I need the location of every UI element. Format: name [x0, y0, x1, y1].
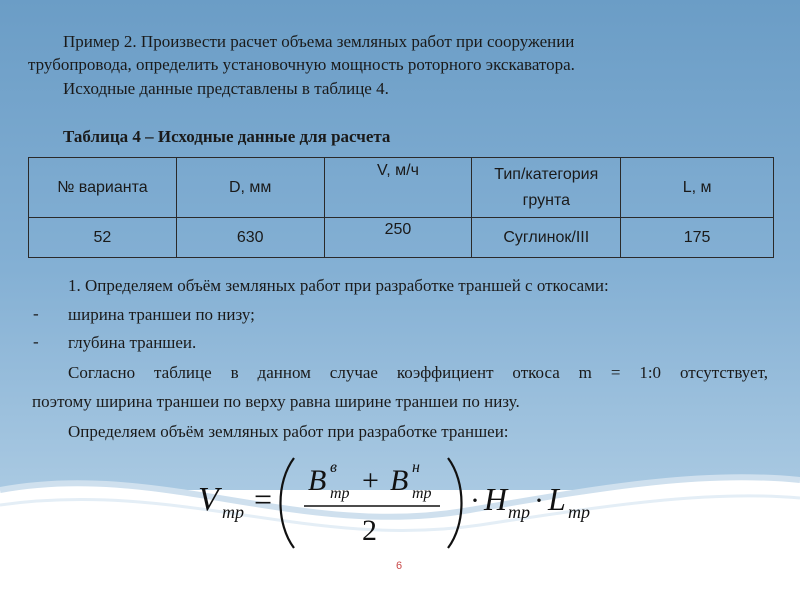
header-soil-type-line1: Тип/категория	[494, 165, 599, 183]
intro-line-1: Пример 2. Произвести расчет объема земляных работ при сооружении	[63, 32, 575, 51]
formula-equals: =	[254, 481, 273, 517]
formula-num-b1: B	[308, 464, 327, 497]
formula-l: L	[548, 481, 566, 517]
trench-volume-formula	[190, 452, 610, 552]
table-title: Таблица 4 – Исходные данные для расчета	[63, 127, 391, 146]
formula-plus: +	[362, 464, 379, 497]
header-soil-type	[472, 158, 621, 218]
formula-dot-1: ·	[470, 484, 480, 517]
paragraph-line-1: Согласно таблице в данном случае коэффициент откоса m = 1:0 отсутствует,	[68, 363, 768, 382]
cell-speed: 250	[324, 218, 472, 258]
formula-num-sub1: тр	[330, 485, 350, 502]
formula-h: H	[484, 481, 508, 517]
bullet-marker-2: -	[33, 332, 39, 351]
formula-lhs-v: V	[198, 481, 219, 518]
intro-line-2: трубопровода, определить установочную мощность роторного экскаватора.	[28, 55, 575, 74]
bullet-marker-1: -	[33, 304, 39, 323]
header-length: L, м	[621, 158, 774, 218]
formula-dot-2: ·	[534, 484, 544, 517]
formula-l-sub: тр	[568, 502, 590, 522]
formula-lhs-sub: тр	[222, 502, 244, 522]
bullet-item-2: глубина траншеи.	[68, 333, 197, 352]
header-speed: V, м/ч	[324, 158, 472, 218]
formula-num-b2: B	[390, 464, 409, 497]
cell-soil-type: Суглинок/III	[472, 218, 621, 258]
formula-close-paren	[448, 458, 462, 548]
bullet-item-1: ширина траншеи по низу;	[68, 305, 255, 324]
paragraph-line-2: поэтому ширина траншеи по верху равна ширине траншеи по низу.	[32, 392, 520, 411]
cell-diameter: 630	[176, 218, 324, 258]
intro-line-3: Исходные данные представлены в таблице 4.	[63, 79, 389, 98]
formula-open-paren	[281, 458, 295, 548]
header-soil-type-line2: грунта	[522, 191, 570, 209]
formula-denominator: 2	[362, 514, 377, 547]
input-data-table	[28, 157, 774, 258]
formula-num-sup1: в	[330, 459, 337, 476]
table-row	[29, 218, 774, 258]
formula-h-sub: тр	[508, 502, 530, 522]
header-variant: № варианта	[29, 158, 177, 218]
cell-length: 175	[621, 218, 774, 258]
formula-num-sub2: тр	[412, 485, 432, 502]
step-1-text: 1. Определяем объём земляных работ при разработке траншей с откосами:	[68, 276, 609, 295]
step-2-text: Определяем объём земляных работ при разработке траншеи:	[68, 422, 509, 441]
header-diameter: D, мм	[176, 158, 324, 218]
formula-num-sup2: н	[412, 459, 420, 476]
cell-variant: 52	[29, 218, 177, 258]
page-number: 6	[396, 560, 403, 572]
table-header-row	[29, 158, 774, 218]
